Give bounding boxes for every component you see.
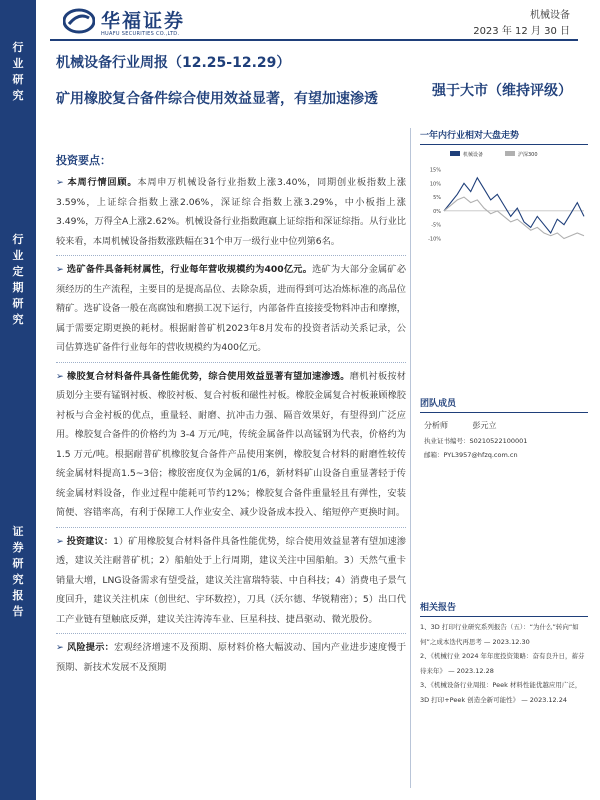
paragraph-head: 投资建议： [66, 535, 114, 547]
dotted-divider [56, 255, 406, 256]
sidebar-label-industry: 行业研究 [12, 41, 24, 102]
paragraph-head: 风险提示： [66, 642, 115, 653]
relative-performance-chart [420, 148, 588, 248]
bullet-arrow-icon: ➢ [56, 535, 64, 547]
paragraph-body: 宏观经济增速不及预期、原材料价格大幅波动、国内产业进步速度慢于预期、新技术发展不及预期 [56, 642, 407, 673]
logo-mark-icon [63, 8, 95, 34]
bullet-arrow-icon: ➢ [56, 642, 64, 653]
email-label: 邮箱： [424, 451, 444, 459]
related-report-item[interactable]: 1、3D 打印行业研究系列报告（五）：“为什么”转向“如何”之成本迭代再思考 — 2023.12.30 [420, 623, 579, 646]
paragraph-head: 选矿备件具备耗材属性，行业每年营收规模约为400亿元。 [66, 264, 313, 275]
header-category: 机械设备 [530, 10, 570, 21]
chart-title: 一年内行业相对大盘走势 [420, 128, 588, 145]
legend-swatch [505, 151, 515, 156]
cert-number: S0210522100001 [469, 437, 528, 445]
paragraph-head: 本周行情回顾。 [66, 177, 138, 188]
analyst-label: 分析师 [424, 421, 448, 430]
paragraph-risk-warning [52, 638, 406, 677]
related-report-item[interactable]: 3、《机械设备行业周报：Peek 材料性能优越应用广泛，3D 打印+Peek 创造全新可能性》 — 2023.12.24 [420, 681, 582, 704]
paragraph-body: 磨机衬板按材质划分主要有锰钢衬板、橡胶衬板、复合衬板和磁性衬板。橡胶金属复合衬板兼顾橡胶衬板与合金衬板的优点，重量轻、耐磨、抗冲击力强、隔音效果好，有望得到广泛应用。橡胶复合备件的价格约为 3-4 万元/吨，传统金属备件以高锰钢为代表，价格约为 1.5 万元/吨。根据耐普矿机橡胶复合备件产品使用案例，橡胶复合材料的耐磨性较传统金属材料提高1.5~3倍；橡胶密度仅为金属的1/6，新材料矿山设备自重显著轻于传统金属材料设备，作业过程中能耗可节约12%；橡胶复合备件重量轻且有弹性，安装简便、容错率高，有利于保障工人作业安全、减少设备成本投入、缩短停产更换时间。 [56, 370, 406, 518]
y-tick-label: 15% [429, 167, 441, 174]
header-divider [50, 39, 578, 41]
company-logo [63, 6, 223, 38]
bullet-arrow-icon: ➢ [56, 264, 64, 275]
related-reports-list [420, 620, 590, 707]
y-tick-label: 0% [433, 208, 441, 215]
paragraph-investment-advice [52, 532, 406, 630]
sidebar [0, 0, 36, 800]
paragraph-spare-parts [52, 260, 406, 358]
y-tick-label: -10% [428, 236, 441, 243]
bullet-arrow-icon: ➢ [56, 177, 64, 188]
analyst-row [424, 420, 497, 431]
dotted-divider [56, 633, 406, 634]
bullet-arrow-icon: ➢ [56, 370, 64, 382]
sidebar-label-report: 证券研究报告 [12, 525, 24, 618]
legend-swatch [450, 151, 460, 156]
summary-label: 投资要点： [56, 154, 111, 167]
cert-label: 执业证书编号： [424, 437, 470, 445]
dotted-divider [56, 362, 406, 363]
analyst-name: 彭元立 [472, 421, 497, 430]
y-tick-label: 5% [433, 195, 441, 202]
rating-label: 强于大市（维持评级） [432, 83, 572, 99]
header-date: 2023 年 12 月 30 日 [473, 26, 570, 37]
logo-text-cn: 华福证券 [101, 10, 186, 32]
paragraph-head: 橡胶复合材料备件具备性能优势，综合使用效益显著有望加速渗透。 [66, 370, 350, 382]
y-tick-label: -5% [431, 222, 441, 229]
related-reports-title: 相关报告 [420, 600, 588, 617]
main-column [52, 173, 406, 677]
team-title: 团队成员 [420, 396, 588, 413]
series-line-hs300 [444, 197, 584, 238]
paragraph-body: 本周申万机械设备行业指数上涨3.40%，同期创业板指数上涨3.59%，上证综合指数上涨2.06%，深证综合指数上涨3.29%，中小板指上涨3.49%，万得全A上涨2.62%。机械设备行业指数跑赢上证综指和深证综指。从行业比较来看，本周机械设备指数涨跌幅在31个申万一级行业中位列第6名。 [56, 177, 407, 247]
y-tick-label: 10% [429, 181, 441, 188]
legend-label: 机械设备 [463, 152, 484, 158]
report-subtitle: 矿用橡胶复合备件综合使用效益显著，有望加速渗透 [56, 91, 378, 107]
cert-row [424, 436, 527, 445]
related-report-item[interactable]: 2、《机械行业 2024 年年度投资策略：奋有良升日，蓄芬待来年》 — 2023.12.28 [420, 652, 585, 675]
paragraph-body: 1）矿用橡胶复合材料备件具备性能优势，综合使用效益显著有望加速渗透，建议关注耐普矿机；2）船舶处于上行周期，建议关注中国船舶。3）天然气重卡销量大增，LNG设备需求有望受益，建议关注富瑞特装、中自科技；4）消费电子景气度回升，建议关注机床（创世纪、宇环数控），刀具（沃尔德、华锐精密）；5）出口代工产业链有望触底反弹，建议关注涛涛车业、巨星科技、捷昌驱动、微光股份。 [56, 535, 406, 625]
email-row [424, 450, 518, 459]
paragraph-market-review [52, 173, 406, 251]
report-title: 机械设备行业周报（12.25-12.29） [56, 55, 291, 71]
legend-label: 沪深300 [518, 152, 538, 158]
column-divider [410, 128, 411, 788]
series-line-machinery [444, 178, 584, 233]
email-link[interactable]: PYL3957@hfzq.com.cn [443, 451, 518, 459]
paragraph-body: 选矿为大部分金属矿必须经历的生产流程，主要目的是提高品位、去除杂质，进而得到可达冶炼标准的高品位精矿。选矿设备一般在高腐蚀和磨损工况下运行，内部备件直接接受物料冲击和摩擦，属于需要定期更换的耗材。根据耐普矿机2023年8月发布的投资者活动关系记录，公司估算选矿备件行业每年的营收规模约为400亿元。 [56, 264, 407, 353]
paragraph-rubber-composite [52, 367, 406, 523]
sidebar-label-periodic: 行业定期研究 [12, 233, 24, 326]
dotted-divider [56, 527, 406, 528]
logo-text-en: HUAFU SECURITIES CO.,LTD. [101, 31, 180, 37]
